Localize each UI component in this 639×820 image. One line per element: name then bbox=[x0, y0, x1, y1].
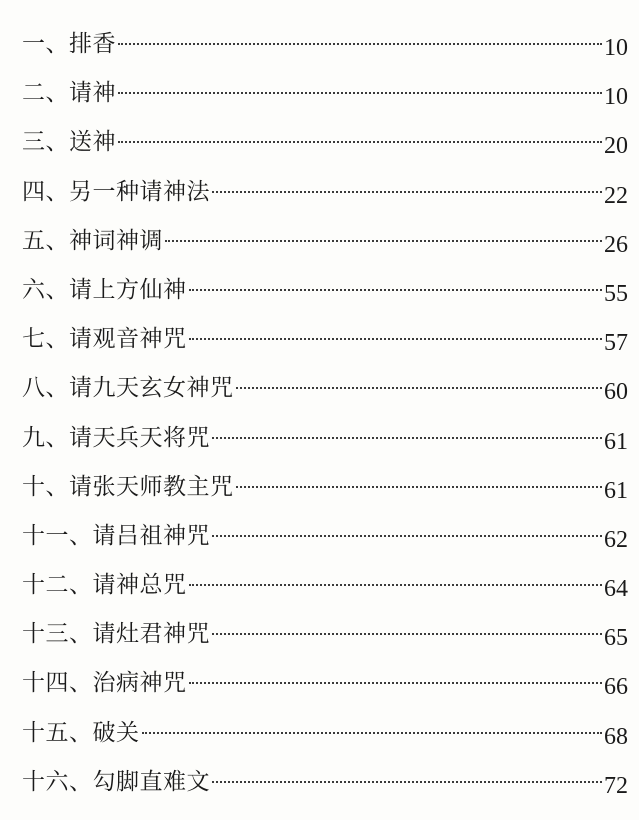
toc-entry bbox=[22, 566, 628, 615]
toc-entry-page: 68 bbox=[604, 723, 628, 750]
toc-dot-leader bbox=[165, 240, 602, 242]
toc-entry-title: 十、请张天师教主咒 bbox=[22, 473, 234, 500]
toc-entry bbox=[22, 714, 628, 763]
toc-dot-leader bbox=[189, 584, 603, 586]
toc-entry-title: 三、送神 bbox=[22, 129, 116, 156]
toc-entry-title: 十五、破关 bbox=[22, 719, 140, 746]
toc-dot-leader bbox=[236, 387, 603, 389]
toc-entry-page: 26 bbox=[604, 231, 628, 258]
toc-entry bbox=[22, 615, 628, 664]
toc-entry-title: 十二、请神总咒 bbox=[22, 572, 187, 599]
toc-entry-page: 55 bbox=[604, 280, 628, 307]
toc-dot-leader bbox=[212, 633, 602, 635]
toc-entry-page: 22 bbox=[604, 182, 628, 209]
toc-dot-leader bbox=[236, 486, 603, 488]
toc-entry-page: 10 bbox=[604, 35, 628, 61]
toc-entry bbox=[22, 123, 628, 172]
toc-entry bbox=[22, 271, 628, 320]
toc-entry-title: 十六、勾脚直难文 bbox=[22, 768, 210, 795]
toc-entry-page: 60 bbox=[604, 379, 628, 406]
toc-entry bbox=[22, 222, 628, 271]
toc-entry-page: 65 bbox=[604, 625, 628, 652]
toc-entry-title: 二、请神 bbox=[22, 80, 116, 107]
toc-entry-page: 57 bbox=[604, 330, 628, 357]
toc-dot-leader bbox=[212, 191, 602, 193]
toc-entry-title: 九、请天兵天将咒 bbox=[22, 424, 210, 451]
toc-entry bbox=[22, 320, 628, 369]
toc-entry bbox=[22, 419, 628, 468]
toc-entry bbox=[22, 763, 628, 812]
toc-entry-title: 十四、治病神咒 bbox=[22, 670, 187, 697]
toc-entry bbox=[22, 173, 628, 222]
toc-dot-leader bbox=[189, 289, 603, 291]
toc-entry-page: 61 bbox=[604, 428, 628, 455]
toc-entry-title: 一、排香 bbox=[22, 31, 116, 57]
toc-dot-leader bbox=[212, 535, 602, 537]
toc-entry-title: 十三、请灶君神咒 bbox=[22, 621, 210, 648]
toc-entry-page: 62 bbox=[604, 526, 628, 553]
toc-entry bbox=[22, 25, 628, 74]
toc-entry-title: 五、神词神调 bbox=[22, 227, 163, 254]
toc-entry bbox=[22, 664, 628, 713]
toc-entry bbox=[22, 74, 628, 123]
toc-entry-title: 六、请上方仙神 bbox=[22, 276, 187, 303]
toc-entry-title: 四、另一种请神法 bbox=[22, 178, 210, 205]
toc-dot-leader bbox=[118, 43, 602, 45]
toc-entry-title: 八、请九天玄女神咒 bbox=[22, 375, 234, 402]
toc-entry-page: 66 bbox=[604, 674, 628, 701]
toc-dot-leader bbox=[118, 141, 602, 143]
toc-entry-page: 10 bbox=[604, 84, 628, 111]
toc-entry-page: 64 bbox=[604, 576, 628, 603]
toc-entry-title: 十一、请吕祖神咒 bbox=[22, 522, 210, 549]
toc-dot-leader bbox=[118, 92, 602, 94]
toc-entry-page: 61 bbox=[604, 477, 628, 504]
toc-entry-title: 七、请观音神咒 bbox=[22, 326, 187, 353]
toc-entry bbox=[22, 517, 628, 566]
toc-dot-leader bbox=[212, 437, 602, 439]
toc-entry bbox=[22, 468, 628, 517]
toc-entry-page: 20 bbox=[604, 133, 628, 160]
toc-dot-leader bbox=[212, 781, 602, 783]
toc-dot-leader bbox=[189, 338, 603, 340]
table-of-contents bbox=[22, 25, 628, 812]
toc-dot-leader bbox=[189, 682, 603, 684]
toc-entry bbox=[22, 369, 628, 418]
toc-entry-page: 72 bbox=[604, 772, 628, 799]
toc-dot-leader bbox=[142, 732, 603, 734]
